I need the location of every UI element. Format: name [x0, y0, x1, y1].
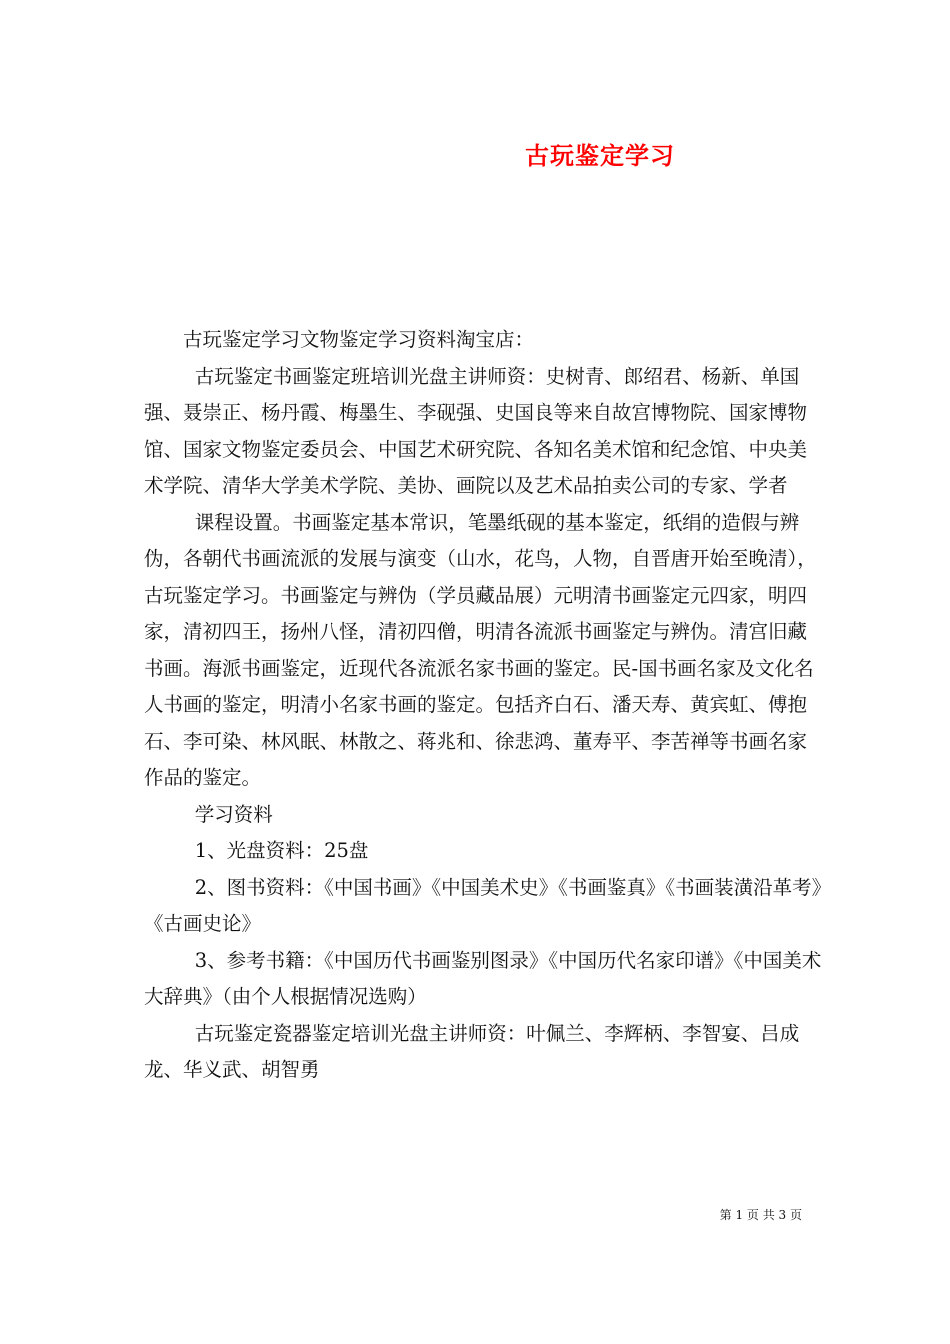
- paragraph-book-materials: 2、图书资料：《中国书画》《中国美术史》《书画鉴真》《书画装潢沿革考》《古画史论》: [144, 875, 822, 935]
- page-number-footer: 第 1 页 共 3 页: [719, 1208, 802, 1222]
- document-title: 古玩鉴定学习: [525, 141, 675, 170]
- paragraph-porcelain-teachers: 古玩鉴定瓷器鉴定培训光盘主讲师资：叶佩兰、李辉柄、李智宴、吕成龙、华义武、胡智勇: [144, 1021, 800, 1081]
- paragraph-shop: 古玩鉴定学习文物鉴定学习资料淘宝店：: [183, 328, 535, 351]
- paragraph-disc-materials: 1、光盘资料：25盘: [194, 839, 369, 862]
- paragraph-painting-teachers: 古玩鉴定书画鉴定班培训光盘主讲师资：史树青、郎绍君、杨新、单国强、聂崇正、杨丹霞、梅墨生、李砚强、史国良等来自故宫博物院、国家博物馆、国家文物鉴定委员会、中国艺术研究院、各知名美术馆和纪念馆、中央美术学院、清华大学美术学院、美协、画院以及艺术品拍卖公司的专家、学者: [144, 364, 808, 497]
- paragraph-study-materials-heading: 学习资料: [194, 802, 273, 826]
- paragraph-course-setup: 课程设置。书画鉴定基本常识，笔墨纸砚的基本鉴定，纸绢的造假与辨伪，各朝代书画流派的发展与演变（山水，花鸟，人物，自晋唐开始至晚清），古玩鉴定学习。书画鉴定与辨伪（学员藏品展）元明清书画鉴定元四家，明四家，清初四王，扬州八怪，清初四僧，明清各流派书画鉴定与辨伪。清宫旧藏书画。海派书画鉴定，近现代各流派名家书画的鉴定。民-国书画名家及文化名人书画的鉴定，明清小名家书画的鉴定。包括齐白石、潘天寿、黄宾虹、傅抱石、李可染、林风眠、林散之、蒋兆和、徐悲鸿、董寿平、李苦禅等书画名家作品的鉴定。: [144, 510, 817, 789]
- document-body: [144, 322, 824, 1089]
- paragraph-reference-books: 3、参考书籍：《中国历代书画鉴别图录》《中国历代名家印谱》《中国美术大辞典》（由个人根据情况选购）: [144, 948, 822, 1008]
